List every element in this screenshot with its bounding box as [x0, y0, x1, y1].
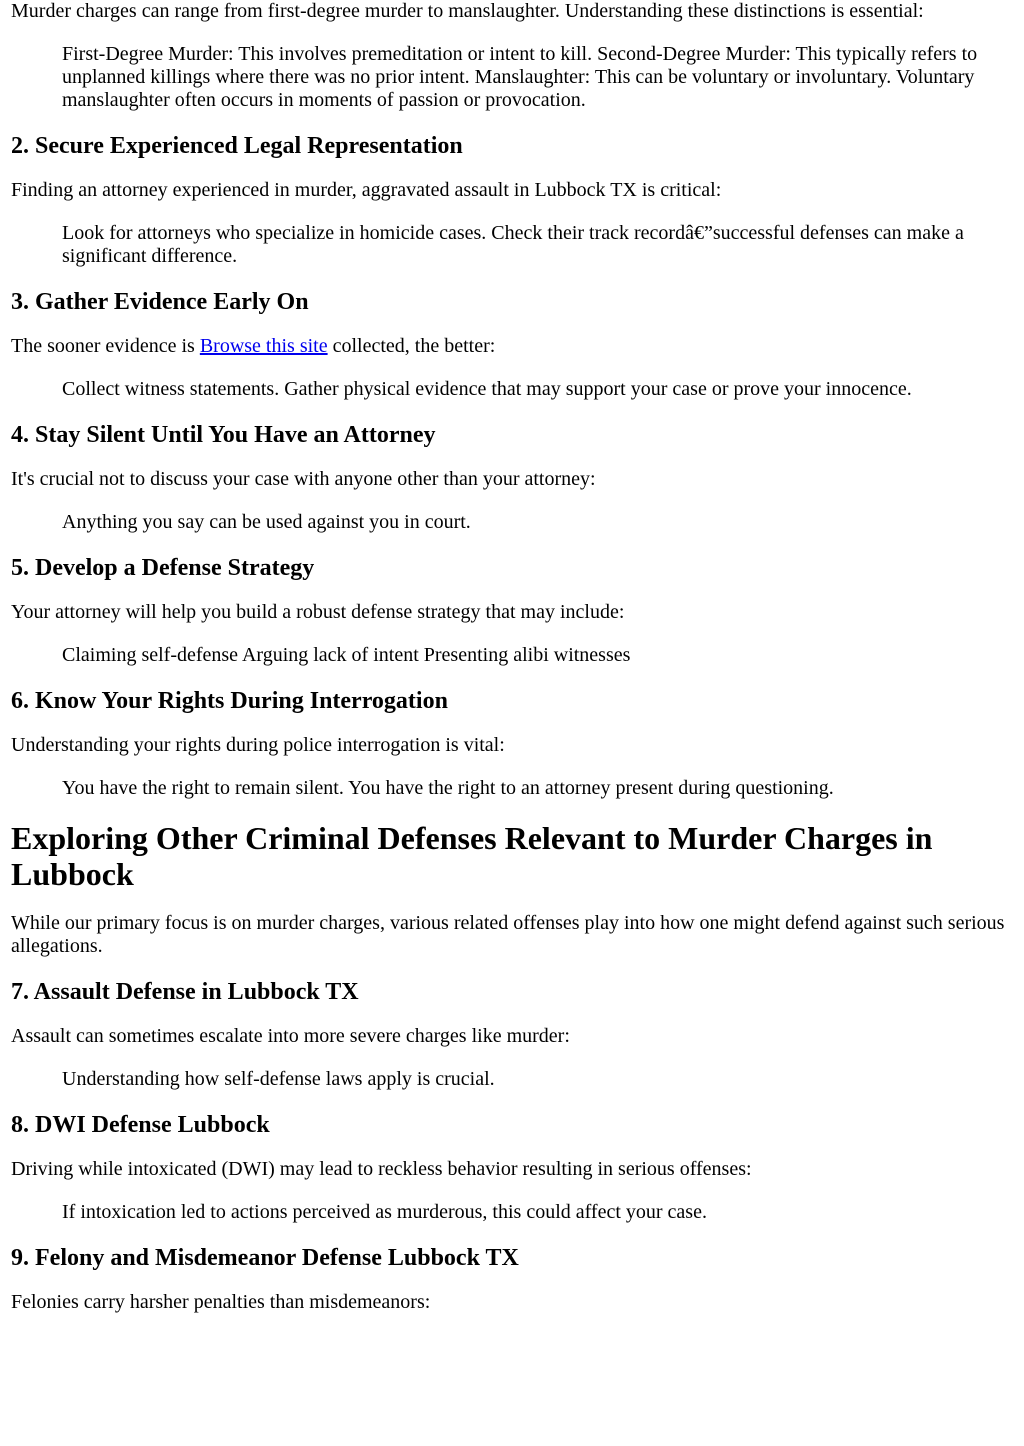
- section-6-blockquote: You have the right to remain silent. You have the right to an attorney present during questioning.: [62, 777, 834, 799]
- section-4-heading: 4. Stay Silent Until You Have an Attorney: [11, 422, 436, 448]
- section-5-blockquote: Claiming self-defense Arguing lack of intent Presenting alibi witnesses: [62, 644, 631, 666]
- section-6-paragraph: Understanding your rights during police interrogation is vital:: [11, 734, 505, 756]
- main-paragraph: While our primary focus is on murder charges, various related offenses play into how one might defend against such serious allegations.: [11, 912, 1005, 957]
- section-7-paragraph: Assault can sometimes escalate into more severe charges like murder:: [11, 1025, 570, 1047]
- section-5-paragraph: Your attorney will help you build a robust defense strategy that may include:: [11, 601, 625, 623]
- section-4-blockquote: Anything you say can be used against you in court.: [62, 511, 471, 533]
- section-3-text-after: collected, the better:: [327, 335, 496, 357]
- section-3-paragraph: [11, 335, 1014, 358]
- section-6-heading: 6. Know Your Rights During Interrogation: [11, 688, 448, 714]
- intro-blockquote: First-Degree Murder: This involves premeditation or intent to kill. Second-Degree Murder: This typically refers to unplanned killings where there was no prior intent. Manslaughter: This can be voluntary or involuntary. Voluntary manslaughter often occurs in moments of passion or provocation.: [62, 43, 978, 111]
- section-5-heading: 5. Develop a Defense Strategy: [11, 555, 315, 581]
- intro-paragraph: Murder charges can range from first-degree murder to manslaughter. Understanding these distinctions is essential:: [11, 0, 924, 22]
- section-7-heading: 7. Assault Defense in Lubbock TX: [11, 979, 359, 1005]
- section-8-blockquote: If intoxication led to actions perceived as murderous, this could affect your case.: [62, 1201, 707, 1223]
- section-3-text-before: The sooner evidence is: [11, 335, 200, 357]
- section-8-heading: 8. DWI Defense Lubbock: [11, 1112, 270, 1138]
- section-8-paragraph: Driving while intoxicated (DWI) may lead to reckless behavior resulting in serious offenses:: [11, 1158, 752, 1180]
- section-9-paragraph: Felonies carry harsher penalties than misdemeanors:: [11, 1291, 431, 1313]
- browse-site-link[interactable]: Browse this site: [199, 335, 328, 357]
- section-2-heading: 2. Secure Experienced Legal Representation: [11, 133, 463, 159]
- section-9-heading: 9. Felony and Misdemeanor Defense Lubbock TX: [11, 1245, 519, 1271]
- section-3-blockquote: Collect witness statements. Gather physical evidence that may support your case or prove your innocence.: [62, 378, 912, 400]
- section-7-blockquote: Understanding how self-defense laws apply is crucial.: [62, 1068, 495, 1090]
- main-heading: Exploring Other Criminal Defenses Relevant to Murder Charges in Lubbock: [11, 820, 933, 892]
- section-4-paragraph: It's crucial not to discuss your case with anyone other than your attorney:: [11, 468, 596, 490]
- section-3-heading: 3. Gather Evidence Early On: [11, 289, 309, 315]
- section-2-paragraph: Finding an attorney experienced in murder, aggravated assault in Lubbock TX is critical:: [11, 179, 722, 201]
- section-2-blockquote: Look for attorneys who specialize in homicide cases. Check their track recordâ€”successful defenses can make a significant difference.: [62, 222, 964, 267]
